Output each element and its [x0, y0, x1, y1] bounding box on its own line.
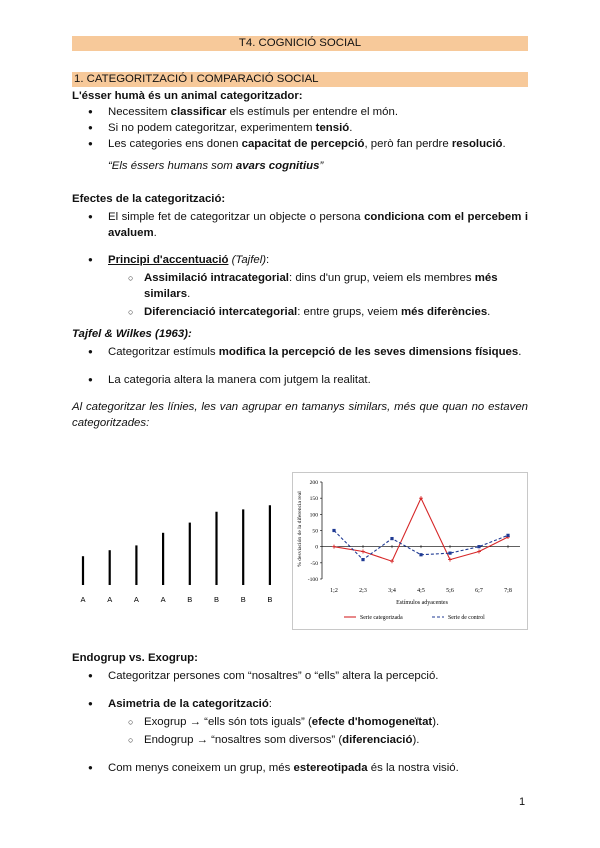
- stimulus-label: B: [267, 595, 273, 604]
- bold-text: Assimilació intracategorial: [144, 272, 289, 284]
- page-title: T4. COGNICIÓ SOCIAL: [72, 36, 528, 51]
- page-number: 1: [519, 796, 526, 808]
- list-item: [72, 252, 528, 268]
- text: Necessitem: [108, 106, 171, 118]
- list-item: ● Categoritzar persones com “nosaltres” o “ells” altera la percepció.: [72, 668, 528, 684]
- data-point: [332, 529, 335, 532]
- list-item: [72, 120, 528, 136]
- stimulus-label: A: [80, 595, 86, 604]
- effects-list: [72, 209, 528, 320]
- stimulus-label: B: [187, 595, 193, 604]
- text: és la nostra visió.: [367, 762, 459, 774]
- text: Endogrup → “nosaltres som diversos” (: [144, 734, 343, 746]
- bold-text: tensió: [315, 122, 350, 134]
- text: ”: [319, 160, 324, 172]
- text: , però fan perdre: [364, 138, 452, 150]
- text: ).: [412, 734, 420, 746]
- x-tick-label: 4;5: [417, 588, 425, 594]
- text: Si no podem categoritzar, experimentem: [108, 122, 316, 134]
- text: .: [349, 122, 353, 134]
- bold-text: més similars: [144, 272, 498, 300]
- quote: [72, 158, 528, 174]
- data-point: [390, 537, 393, 540]
- figure-caption: Al categoritzar les línies, les van agrupar en tamanys similars, més que quan no estaven categoritzades:: [72, 401, 528, 429]
- x-tick-label: 7;8: [504, 588, 512, 594]
- x-tick-label: 5;6: [446, 588, 454, 594]
- tajfel-heading: Tajfel & Wilkes (1963):: [72, 328, 192, 340]
- list-item: [72, 696, 528, 712]
- y-axis-label: % desviación de la diferencia real: [297, 491, 303, 567]
- italic-text: (Tajfel): [228, 254, 267, 266]
- stimulus-label: A: [133, 595, 139, 604]
- bold-text: Asimetria de la categorització: [108, 698, 269, 710]
- y-tick-label: 0: [315, 544, 318, 551]
- stimulus-label: B: [213, 595, 220, 604]
- text: els estímuls per entendre el món.: [226, 106, 398, 118]
- text: El simple fet de categoritzar un objecte o persona: [108, 211, 365, 223]
- x-tick-label: 1;2: [330, 588, 338, 594]
- list-item: ● La categoria altera la manera com jutgem la realitat.: [72, 372, 528, 388]
- text: .: [518, 346, 522, 358]
- y-tick-label: 50: [312, 528, 318, 535]
- list-item: [72, 732, 528, 748]
- deviation-chart: [292, 472, 528, 630]
- intro-list: [72, 104, 528, 152]
- lines-figure: [72, 455, 287, 615]
- endo-heading: Endogrup vs. Exogrup:: [72, 652, 198, 664]
- bold-text: condiciona com el percebem i avaluem: [108, 211, 528, 239]
- tajfel-block: [72, 326, 528, 431]
- endo-list: [72, 668, 528, 776]
- stimulus-label: B: [240, 595, 246, 604]
- text: Les categories ens donen: [108, 138, 242, 150]
- list-item: [72, 209, 528, 241]
- x-axis-label: Estímulos adyacentes: [396, 600, 448, 606]
- list-item: [72, 104, 528, 120]
- text: .: [502, 138, 506, 150]
- bold-text: modifica la percepció de les seves dimensions físiques: [218, 346, 519, 358]
- list-item: [72, 304, 528, 320]
- y-tick-label: -50: [310, 560, 318, 567]
- data-point: [477, 545, 480, 548]
- text: :: [266, 254, 270, 266]
- list-item: [72, 270, 528, 302]
- text: .: [487, 306, 491, 318]
- effects-heading: Efectes de la categorització:: [72, 193, 226, 205]
- bold-text: més diferències: [401, 306, 488, 318]
- bold-text: resolució: [451, 138, 503, 150]
- data-point: [448, 552, 451, 555]
- bold-text: classificar: [170, 106, 227, 118]
- text: : dins d'un grup, veiem els membres: [288, 272, 475, 284]
- stimulus-label: A: [107, 595, 113, 604]
- legend-label: Serie categorizada: [360, 615, 403, 621]
- text: ).: [432, 716, 440, 728]
- intro-heading: L'ésser humà és un animal categoritzador:: [72, 90, 303, 102]
- list-item: [72, 344, 528, 360]
- endo-block: [72, 650, 528, 776]
- text: .: [153, 227, 157, 239]
- list-item: [72, 760, 528, 776]
- x-tick-label: 2;3: [359, 588, 367, 594]
- data-point: [361, 558, 364, 561]
- text: Com menys coneixem un grup, més: [108, 762, 294, 774]
- bold-text: efecte d'homogeneïtat: [311, 716, 433, 728]
- list-item: [72, 714, 528, 730]
- effects-block: [72, 191, 528, 320]
- section-heading: 1. CATEGORITZACIÓ I COMPARACIÓ SOCIAL: [72, 72, 528, 87]
- text: “Els éssers humans som: [108, 160, 236, 172]
- bold-text: diferenciació: [342, 734, 413, 746]
- data-point: [419, 553, 422, 556]
- y-tick-label: 100: [309, 512, 318, 519]
- bold-text: capacitat de percepció: [241, 138, 365, 150]
- stimulus-label: A: [160, 595, 166, 604]
- intro-block: [72, 88, 528, 174]
- data-point: [506, 534, 509, 537]
- bold-text: Diferenciació intercategorial: [144, 306, 298, 318]
- bold-text: estereotipada: [293, 762, 368, 774]
- text: .: [187, 288, 191, 300]
- text: Exogrup → “ells són tots iguals” (: [144, 716, 312, 728]
- bold-text: Principi d'accentuació: [108, 254, 229, 266]
- y-tick-label: 150: [309, 496, 318, 503]
- legend-label: Serie de control: [448, 615, 485, 621]
- list-item: [72, 136, 528, 152]
- text: Categoritzar estímuls: [108, 346, 219, 358]
- bold-text: avars cognitius: [235, 160, 320, 172]
- y-tick-label: 200: [309, 480, 318, 486]
- x-tick-label: 6;7: [475, 588, 483, 594]
- y-tick-label: -100: [307, 577, 318, 583]
- tajfel-list: [72, 344, 528, 388]
- text: :: [268, 698, 272, 710]
- x-tick-label: 3;4: [388, 588, 396, 594]
- text: : entre grups, veiem: [297, 306, 402, 318]
